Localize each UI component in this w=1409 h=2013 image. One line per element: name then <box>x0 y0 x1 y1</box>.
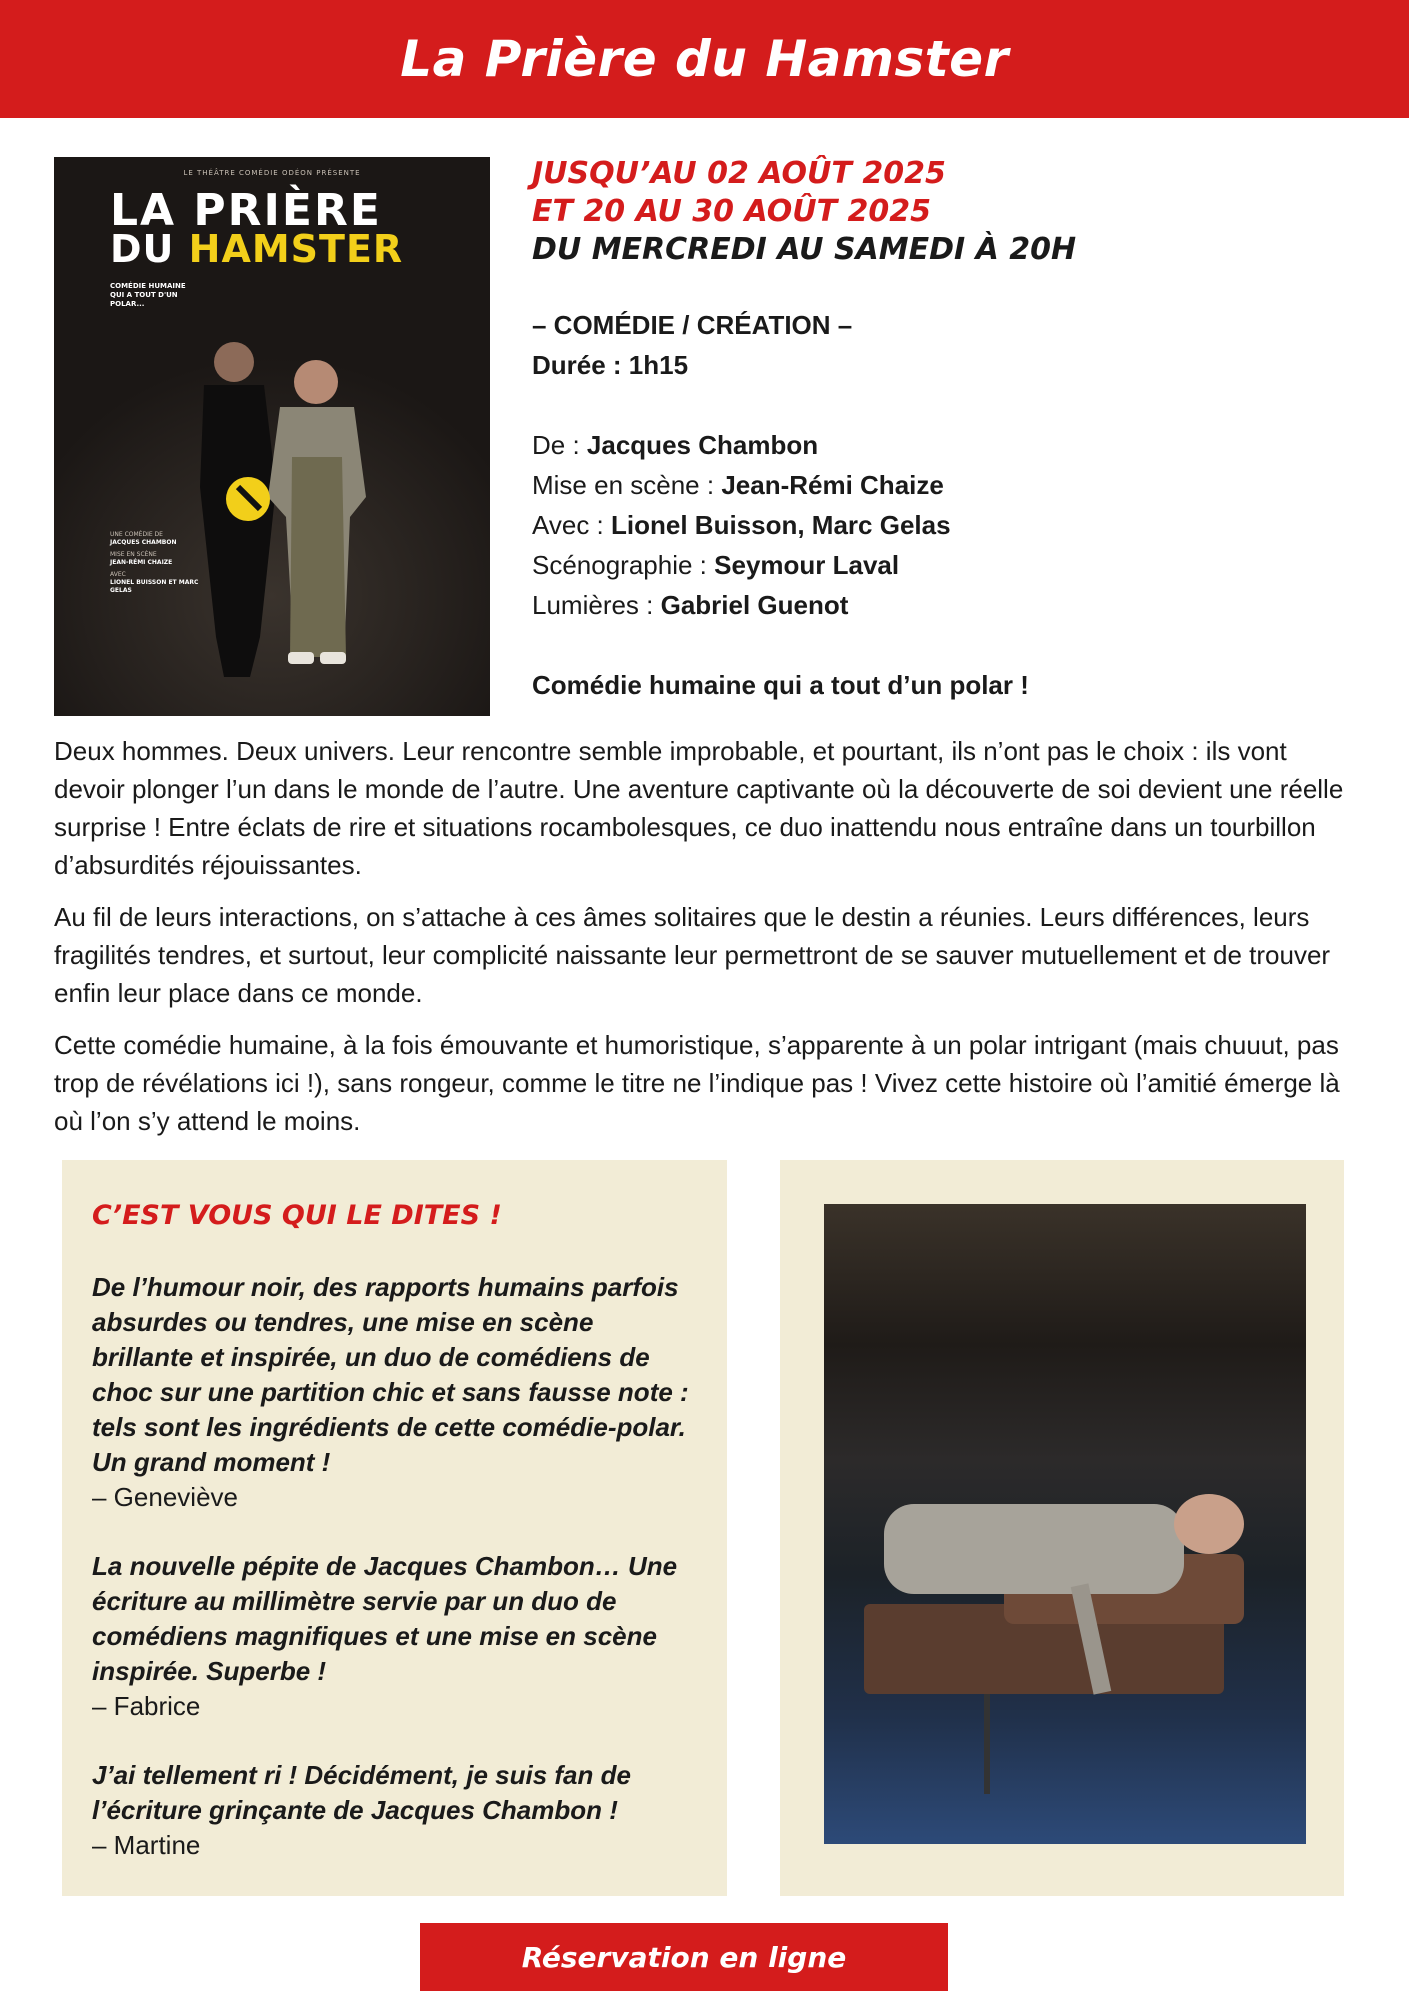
photo-box <box>780 1160 1344 1896</box>
credit-director <box>532 465 1372 505</box>
reviews-box <box>62 1160 727 1896</box>
reviews-title: C’EST VOUS QUI LE DITES ! <box>92 1200 502 1231</box>
credit-value: Gabriel Guenot <box>660 590 849 620</box>
poster-title-du: DU <box>110 227 189 271</box>
poster-presents: LE THÉÂTRE COMÉDIE ODÉON PRÉSENTE <box>183 169 361 177</box>
page-header <box>0 0 1409 118</box>
credit-value: Jean-Rémi Chaize <box>721 470 944 500</box>
credit-label: Avec : <box>532 510 612 540</box>
synopsis <box>54 732 1364 1154</box>
review-author: – Fabrice <box>92 1691 201 1721</box>
credit-cast <box>532 505 1372 545</box>
credit-value: Jacques Chambon <box>586 430 819 460</box>
credit-label: Mise en scène : <box>532 470 722 500</box>
synopsis-paragraph: Deux hommes. Deux univers. Leur rencontre semble improbable, et pourtant, ils n’ont pas le choix : ils vont devoir plonger l’un dans le monde de l’autre. Une aventure captivante où la découverte de soi devient une réelle surprise ! Entre éclats de rire et situations rocambolesques, ce duo inattendu nous entraîne dans un tourbillon d’absurdités réjouissantes. <box>54 736 1344 880</box>
show-info <box>532 155 1372 705</box>
credit-label: Lumières : <box>532 590 661 620</box>
credit-author <box>532 425 1372 465</box>
review-item <box>92 1758 697 1863</box>
date-line1: JUSQU’AU 02 AOÛT 2025 <box>532 156 946 191</box>
review-author: – Martine <box>92 1830 201 1860</box>
credit-value: Seymour Laval <box>714 550 900 580</box>
credit-label: Scénographie : <box>532 550 715 580</box>
review-author: – Geneviève <box>92 1482 238 1512</box>
duration: Durée : 1h15 <box>532 350 689 380</box>
synopsis-paragraph: Au fil de leurs interactions, on s’attache à ces âmes solitaires que le destin a réunies. Leurs différences, leurs fragilités tendres, et surtout, leur complicité naissante leur permettront de se sauver mutuellement et de trouver enfin leur place dans ce monde. <box>54 902 1331 1008</box>
poster-credit1-name: JACQUES CHAMBON <box>110 539 177 546</box>
poster-credit3-name: LIONEL BUISSON ET MARC GELAS <box>110 579 199 594</box>
review-text: De l’humour noir, des rapports humains parfois absurdes ou tendres, une mise en scène brillante et inspirée, un duo de comédiens de choc sur une partition chic et sans fausse note : tels sont les ingrédients de cette comédie-polar. Un grand moment ! <box>92 1272 689 1477</box>
credit-value: Lionel Buisson, Marc Gelas <box>611 510 951 540</box>
genre: – COMÉDIE / CRÉATION – <box>532 310 853 340</box>
poster-actors-illustration <box>54 157 490 716</box>
credit-scenography <box>532 545 1372 585</box>
poster-credit1-label: UNE COMÉDIE DE <box>110 531 163 538</box>
review-item <box>92 1270 697 1515</box>
poster-credit2-name: JEAN-RÉMI CHAIZE <box>110 559 173 566</box>
credit-lighting <box>532 585 1372 625</box>
credit-label: De : <box>532 430 587 460</box>
poster-title-line1: LA PRIÈRE <box>110 185 382 236</box>
schedule: DU MERCREDI AU SAMEDI À 20H <box>532 232 1077 267</box>
review-text: J’ai tellement ri ! Décidément, je suis fan de l’écriture grinçante de Jacques Chambon ! <box>92 1760 631 1825</box>
synopsis-paragraph: Cette comédie humaine, à la fois émouvante et humoristique, s’apparente à un polar intrigant (mais chuuut, pas trop de révélations ici !), sans rongeur, comme le titre ne l’indique pas ! Vivez cette histoire où l’amitié émerge là où l’on s’y attend le moins. <box>54 1030 1340 1136</box>
credit-list <box>532 425 1372 625</box>
page-title: La Prière du Hamster <box>400 30 1009 88</box>
poster-credits <box>110 527 200 595</box>
stage-photo <box>824 1204 1306 1844</box>
poster-credit3-label: AVEC <box>110 571 126 578</box>
date-line2: ET 20 AU 30 AOÛT 2025 <box>532 194 932 229</box>
online-booking-button[interactable]: Réservation en ligne <box>420 1923 948 1991</box>
review-item <box>92 1549 697 1724</box>
show-poster <box>54 157 490 716</box>
poster-title-hamster: HAMSTER <box>188 227 404 271</box>
photo-actor-head <box>1174 1494 1244 1554</box>
poster-subtitle: COMÉDIE HUMAINE QUI A TOUT D'UN POLAR... <box>110 282 186 308</box>
photo-sofa-leg <box>984 1684 990 1794</box>
poster-credit2-label: MISE EN SCÈNE <box>110 551 157 558</box>
review-text: La nouvelle pépite de Jacques Chambon… Une écriture au millimètre servie par un duo de comédiens magnifiques et une mise en scène inspirée. Superbe ! <box>92 1551 678 1686</box>
tagline: Comédie humaine qui a tout d’un polar ! <box>532 670 1029 700</box>
photo-actor-body <box>884 1504 1184 1594</box>
